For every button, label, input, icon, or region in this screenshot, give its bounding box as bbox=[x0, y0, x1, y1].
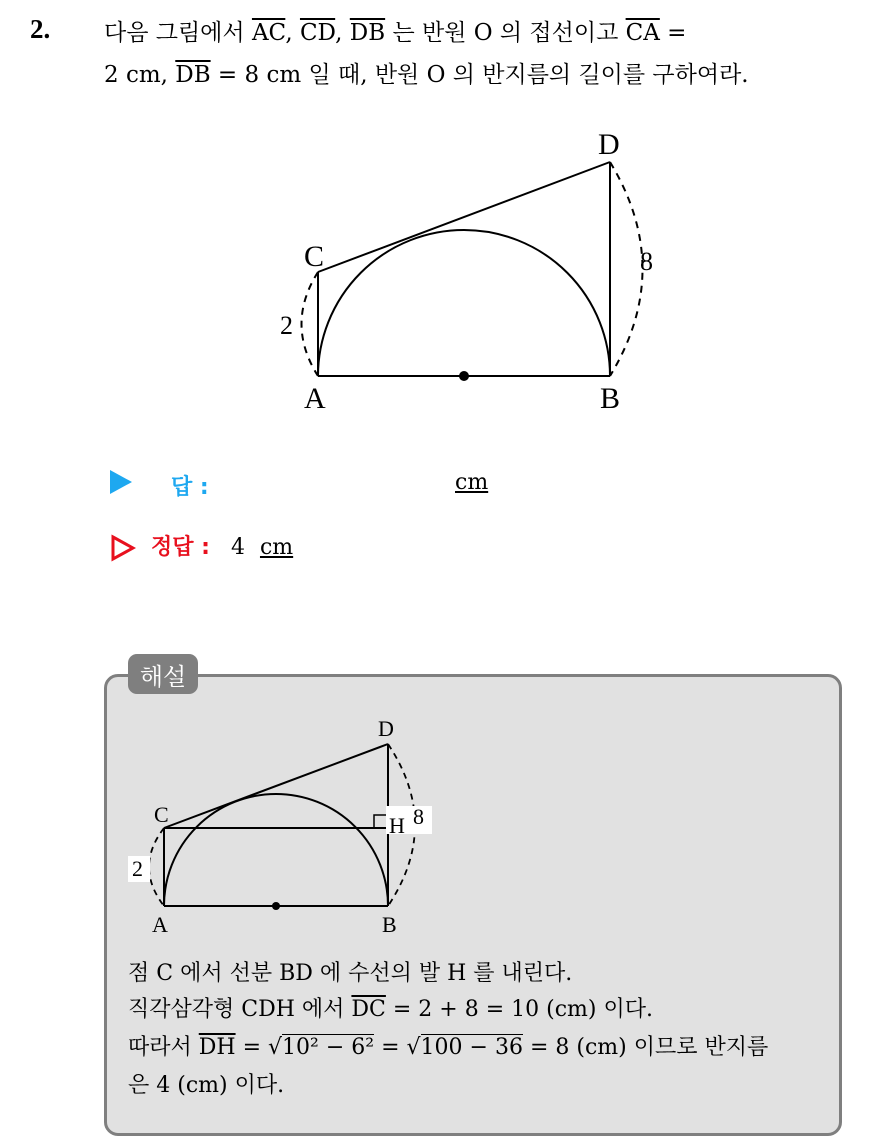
exp-label-h: H bbox=[389, 813, 405, 838]
exp-dashed-arc-ca bbox=[149, 828, 164, 906]
answer-label: 답 : bbox=[171, 475, 209, 500]
explanation-line2: 직각삼각형 CDH 에서 $\overline{DC} = 2 + 8 = 10$ (cm) 이다. bbox=[128, 997, 653, 1022]
semicircle-arc bbox=[318, 230, 610, 376]
explanation-tag: 해설 bbox=[128, 654, 198, 694]
length-ca: 2 bbox=[280, 311, 293, 340]
correct-answer-row bbox=[110, 530, 293, 562]
exp-label-d: D bbox=[378, 716, 394, 741]
dashed-arc-ca bbox=[302, 272, 319, 376]
play-outline-icon bbox=[110, 534, 136, 562]
exp-length-db: 8 bbox=[413, 804, 424, 829]
label-c: C bbox=[304, 240, 325, 273]
exp-center-o bbox=[272, 902, 280, 910]
exp-semicircle-arc bbox=[164, 794, 388, 906]
segment-cd bbox=[318, 162, 610, 272]
exp-segment-cd bbox=[164, 744, 388, 828]
label-d: D bbox=[598, 128, 620, 161]
label-a: A bbox=[304, 382, 326, 415]
question-number: 2. bbox=[30, 14, 51, 44]
play-icon bbox=[110, 470, 132, 494]
exp-label-a: A bbox=[152, 912, 168, 937]
explanation-figure bbox=[120, 712, 440, 940]
question-text-line2: 2 cm, $\overline{DB} = 8$ cm 일 때, 반원 O 의 반지름의 길이를 구하여라. bbox=[104, 62, 749, 88]
correct-answer-unit: cm bbox=[259, 535, 294, 560]
exp-label-c: C bbox=[154, 802, 169, 827]
length-db: 8 bbox=[640, 247, 653, 276]
question-text-line1: 다음 그림에서 $\overline{AC}$, $\overline{CD}$, $\overline{DB}$ 는 반원 O 의 접선이고 $\overline{CA}$ = bbox=[104, 20, 687, 46]
answer-unit: cm bbox=[455, 470, 489, 495]
explanation-line4: 은 4 (cm) 이다. bbox=[128, 1073, 285, 1098]
dashed-arc-db bbox=[610, 162, 643, 376]
correct-answer-label: 정답 : bbox=[151, 535, 210, 560]
exp-length-ca: 2 bbox=[132, 856, 143, 881]
center-o bbox=[459, 371, 469, 381]
exp-label-b: B bbox=[382, 912, 397, 937]
sqrt-symbol-1: √ bbox=[268, 1035, 283, 1060]
label-b: B bbox=[600, 382, 621, 415]
answer-row bbox=[110, 470, 209, 501]
explanation-line1: 점 C 에서 선분 BD 에 수선의 발 H 를 내린다. bbox=[128, 961, 573, 986]
explanation-line3: 따라서 $\overline{DH} = √10^2 - 6^2 = √100 - 36 = 8$ (cm) 이므로 반지름 bbox=[128, 1035, 769, 1060]
sqrt-symbol-2: √ bbox=[406, 1035, 421, 1060]
correct-answer-value: 4 bbox=[230, 535, 245, 560]
right-angle-mark bbox=[374, 815, 388, 828]
semicircle-figure bbox=[280, 120, 680, 420]
